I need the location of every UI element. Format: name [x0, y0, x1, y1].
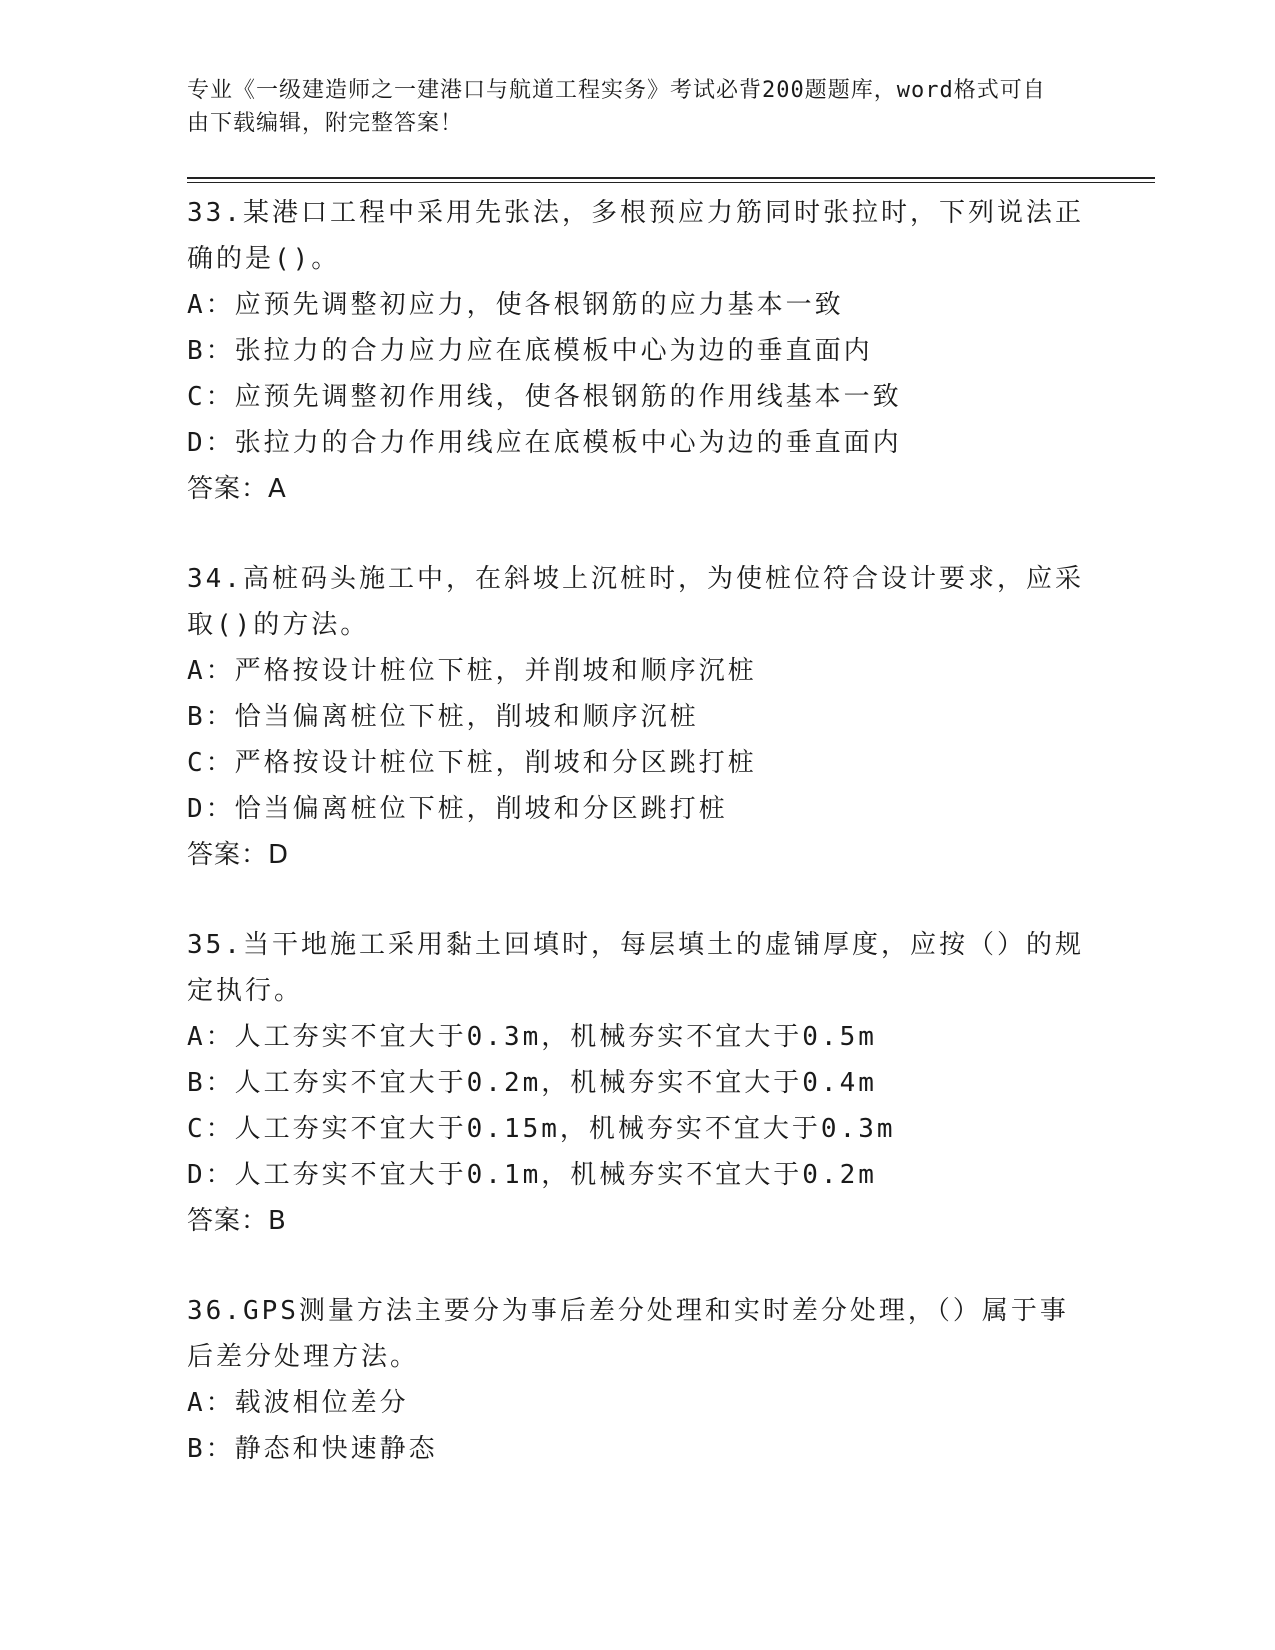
option-a: A：载波相位差分	[187, 1388, 409, 1418]
option-d: D：恰当偏离桩位下桩，削坡和分区跳打桩	[187, 794, 728, 824]
option-a: A：人工夯实不宜大于0.3m，机械夯实不宜大于0.5m	[187, 1022, 877, 1052]
answer-line: 答案：B	[187, 1206, 287, 1236]
option-b: B：张拉力的合力应力应在底模板中心为边的垂直面内	[187, 336, 873, 366]
header-divider-thick	[187, 177, 1155, 179]
question-list	[187, 190, 1087, 1516]
option-b: B：静态和快速静态	[187, 1434, 438, 1464]
option-c: C：应预先调整初作用线，使各根钢筋的作用线基本一致	[187, 382, 902, 412]
question-stem: 34.高桩码头施工中，在斜坡上沉桩时，为使桩位符合设计要求，应采取()的方法。	[187, 564, 1084, 640]
question-33	[187, 190, 1087, 512]
answer-line: 答案：D	[187, 840, 290, 870]
question-stem: 35.当干地施工采用黏土回填时，每层填土的虚铺厚度，应按（）的规定执行。	[187, 930, 1084, 1006]
option-a: A：严格按设计桩位下桩，并削坡和顺序沉桩	[187, 656, 757, 686]
option-d: D：人工夯实不宜大于0.1m，机械夯实不宜大于0.2m	[187, 1160, 877, 1190]
document-header: 专业《一级建造师之一建港口与航道工程实务》考试必背200题题库，word格式可自由下载编辑，附完整答案！	[187, 78, 1046, 136]
option-b: B：恰当偏离桩位下桩，削坡和顺序沉桩	[187, 702, 699, 732]
option-a: A：应预先调整初应力，使各根钢筋的应力基本一致	[187, 290, 844, 320]
option-c: C：严格按设计桩位下桩，削坡和分区跳打桩	[187, 748, 757, 778]
option-b: B：人工夯实不宜大于0.2m，机械夯实不宜大于0.4m	[187, 1068, 877, 1098]
option-c: C：人工夯实不宜大于0.15m，机械夯实不宜大于0.3m	[187, 1114, 896, 1144]
option-d: D：张拉力的合力作用线应在底模板中心为边的垂直面内	[187, 428, 902, 458]
question-35	[187, 922, 1087, 1244]
question-36	[187, 1288, 1087, 1472]
header-divider-thin	[187, 182, 1155, 183]
question-stem: 33.某港口工程中采用先张法，多根预应力筋同时张拉时，下列说法正确的是()。	[187, 198, 1084, 274]
question-34	[187, 556, 1087, 878]
question-stem: 36.GPS测量方法主要分为事后差分处理和实时差分处理，（）属于事后差分处理方法。	[187, 1296, 1069, 1372]
answer-line: 答案：A	[187, 474, 287, 504]
